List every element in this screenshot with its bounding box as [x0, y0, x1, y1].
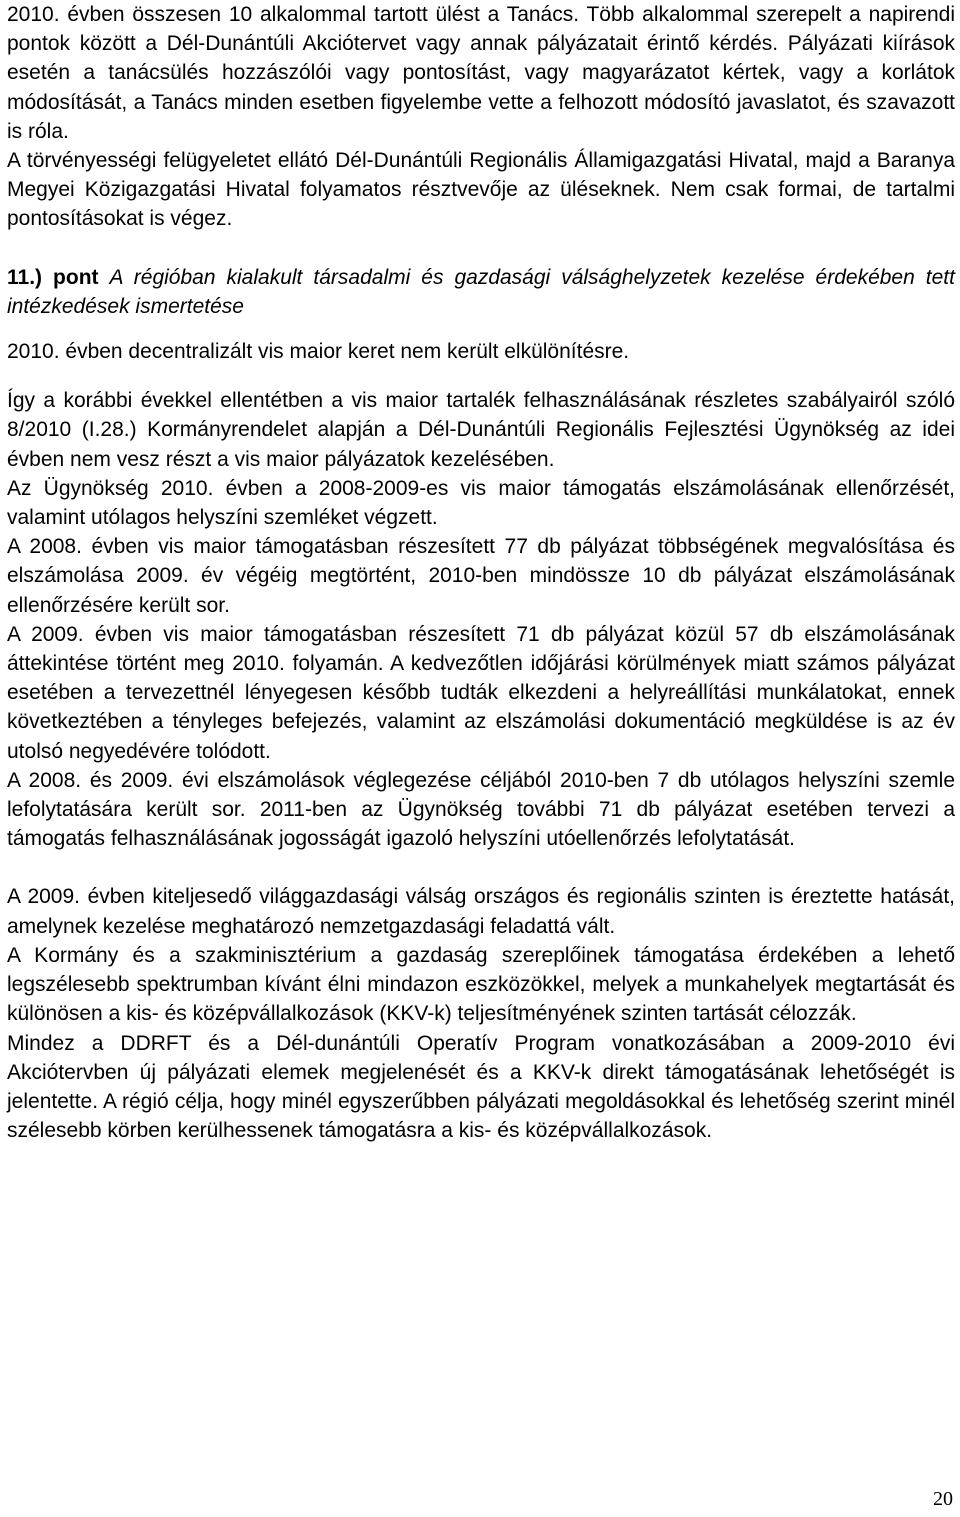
paragraph-2008-grants: A 2008. évben vis maior támogatásban részesített 77 db pályázat többségének megvalósítása és elszámolása 2009. év végéig megtörtént, 2010-ben mindössze 10 db pályázat elszámolásának ellenőrzésére került sor.: [7, 535, 955, 617]
document-page: [7, 0, 955, 1145]
paragraph-legal-supervision: A törvényességi felügyeletet ellátó Dél-Dunántúli Regionális Államigazgatási Hivatal, majd a Baranya Megyei Közigazgatási Hivatal folyamatos résztvevője az üléseknek. Nem csak formai, de tartalmi pontosításokat is végez.: [7, 149, 955, 231]
paragraph-action-plan: Mindez a DDRFT és a Dél-dunántúli Operatív Program vonatkozásában a 2009-2010 évi Akciótervben új pályázati elemek megjelenését és a KKV-k direkt támogatásának lehetőségét is jelentette. A régió célja, hogy minél egyszerűbben pályázati megoldásokkal és lehetőség szerint minél szélesebb körben kerülhessenek támogatásra a kis- és középvállalkozások.: [7, 1031, 955, 1143]
paragraph-economic-crisis: A 2009. évben kiteljesedő világgazdasági válság országos és regionális szinten is éreztette hatását, amelynek kezelése meghatározó nemzetgazdasági feladattá vált.: [7, 885, 955, 938]
paragraph-government-support: A Kormány és a szakminisztérium a gazdaság szereplőinek támogatása érdekében a lehető legszélesebb spektrumban kívánt élni mindazon eszközökkel, melyek a munkahelyek megtartását és különösen a kis- és középvállalkozások (KKV-k) teljesítményének szinten tartását célozzák.: [7, 943, 955, 1026]
paragraph-regulation: Így a korábbi évekkel ellentétben a vis maior tartalék felhasználásának részletes szabályairól szóló 8/2010 (I.28.) Kormányrendelet alapján a Dél-Dunántúli Regionális Fejlesztési Ügynökség az idei évben nem vesz részt a vis maior pályázatok kezelésében.: [7, 389, 955, 471]
section-number: 11.) pont: [7, 265, 99, 289]
paragraph-2009-grants: A 2009. évben vis maior támogatásban részesített 71 db pályázat közül 57 db elszámolásának áttekintése történt meg 2010. folyamán. A kedvezőtlen időjárási körülmények miatt számos pályázat esetében a tervezettnél lényegesen később tudták elkezdeni a helyreállítási munkálatokat, ennek következtében a tényleges befejezés, valamint az elszámolási dokumentáció megküldése is az év utolsó negyedévére tolódott.: [7, 622, 955, 763]
section-title: A régióban kialakult társadalmi és gazdasági válsághelyzetek kezelése érdekében tett intézkedések ismertetése: [7, 265, 955, 318]
paragraph-council-meetings: 2010. évben összesen 10 alkalommal tartott ülést a Tanács. Több alkalommal szerepelt a napirendi pontok között a Dél-Dunántúli Akciótervet vagy annak pályázatait érintő kérdés. Pályázati kiírások esetén a tanácsülés hozzászólói vagy pontosítást, vagy magyarázatot kértek, vagy a korlátok módosítását, a Tanács minden esetben figyelembe vette a felhozott módosító javaslatot, és szavazott is róla.: [7, 3, 955, 143]
paragraph-vis-maior-2010: 2010. évben decentralizált vis maior keret nem került elkülönítésre.: [7, 340, 630, 364]
page-number: 20: [933, 1488, 953, 1510]
paragraph-agency-review: Az Ügynökség 2010. évben a 2008-2009-es vis maior támogatás elszámolásának ellenőrzését, valamint utólagos helyszíni szemléket végzett.: [7, 476, 955, 530]
paragraph-site-inspections: A 2008. és 2009. évi elszámolások véglegezése céljából 2010-ben 7 db utólagos helyszíni szemle lefolytatására került sor. 2011-ben az Ügynökség további 71 db pályázat esetében tervezi a támogatás felhasználásának jogosságát igazoló helyszíni utóellenőrzés lefolytatását.: [7, 768, 955, 851]
section-heading: [7, 263, 955, 321]
